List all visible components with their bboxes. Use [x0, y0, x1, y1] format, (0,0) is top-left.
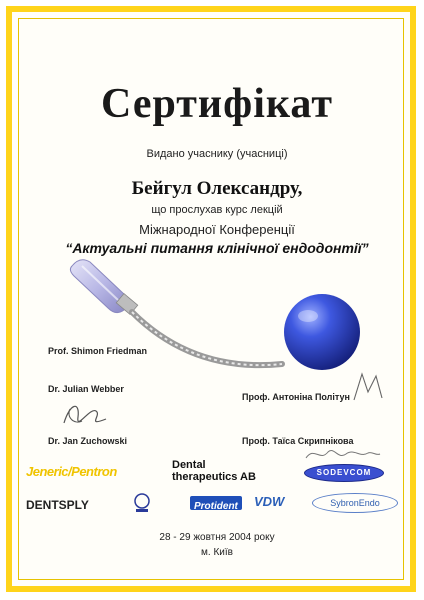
certificate-title: Сертифікат: [101, 81, 333, 127]
course-text: що прослухав курс лекцій: [151, 204, 283, 216]
logo-dental-therapeutics: [172, 459, 256, 483]
logo-protident: [190, 496, 242, 510]
logo-protident-text: Protident: [194, 501, 238, 512]
file-shaft: [132, 312, 282, 365]
certificate-frame: [6, 6, 416, 592]
logo-jeneric-pentron: Jeneric/Pentron: [26, 464, 117, 479]
logo-dental-line1: Dental: [172, 459, 206, 471]
handwritten-signature-politun: [348, 370, 388, 404]
signatory-politun: Проф. Антоніна Політун: [242, 392, 350, 402]
participant-name: Бейгул Олександру,: [131, 178, 303, 199]
logo-sodevcom: [304, 464, 384, 482]
conference-topic: “Актуальні питання клінічної ендодонтії”: [65, 240, 369, 256]
logo-vdw: VDW: [254, 494, 285, 509]
signatory-skrypnikova: Проф. Таїса Скрипнікова: [242, 436, 354, 446]
signatory-webber: Dr. Julian Webber: [48, 384, 124, 394]
handwritten-signature-skrypnikova: [302, 444, 382, 464]
logo-dental-line2: therapeutics AB: [172, 471, 256, 483]
logo-sodevcom-text: SODEVCOM: [316, 468, 372, 477]
signatory-friedman: Prof. Shimon Friedman: [48, 346, 148, 356]
handwritten-signature-zuchowski: [56, 397, 116, 435]
logo-emblem-icon: [132, 492, 152, 514]
event-city: м. Київ: [201, 547, 233, 558]
signatory-zuchowski: Dr. Jan Zuchowski: [48, 436, 128, 446]
logo-sybronendo-text: SybronEndo: [330, 498, 380, 508]
issued-to-text: Видано учаснику (учасниці): [146, 148, 288, 160]
logo-sybronendo: [312, 493, 398, 513]
logo-dentsply: DENTSPLY: [26, 498, 89, 512]
conference-text: Міжнародної Конференції: [139, 222, 295, 237]
blue-sphere: [284, 294, 360, 370]
event-dates: 28 - 29 жовтня 2004 року: [159, 532, 275, 543]
endodontic-file-illustration: [52, 252, 392, 392]
